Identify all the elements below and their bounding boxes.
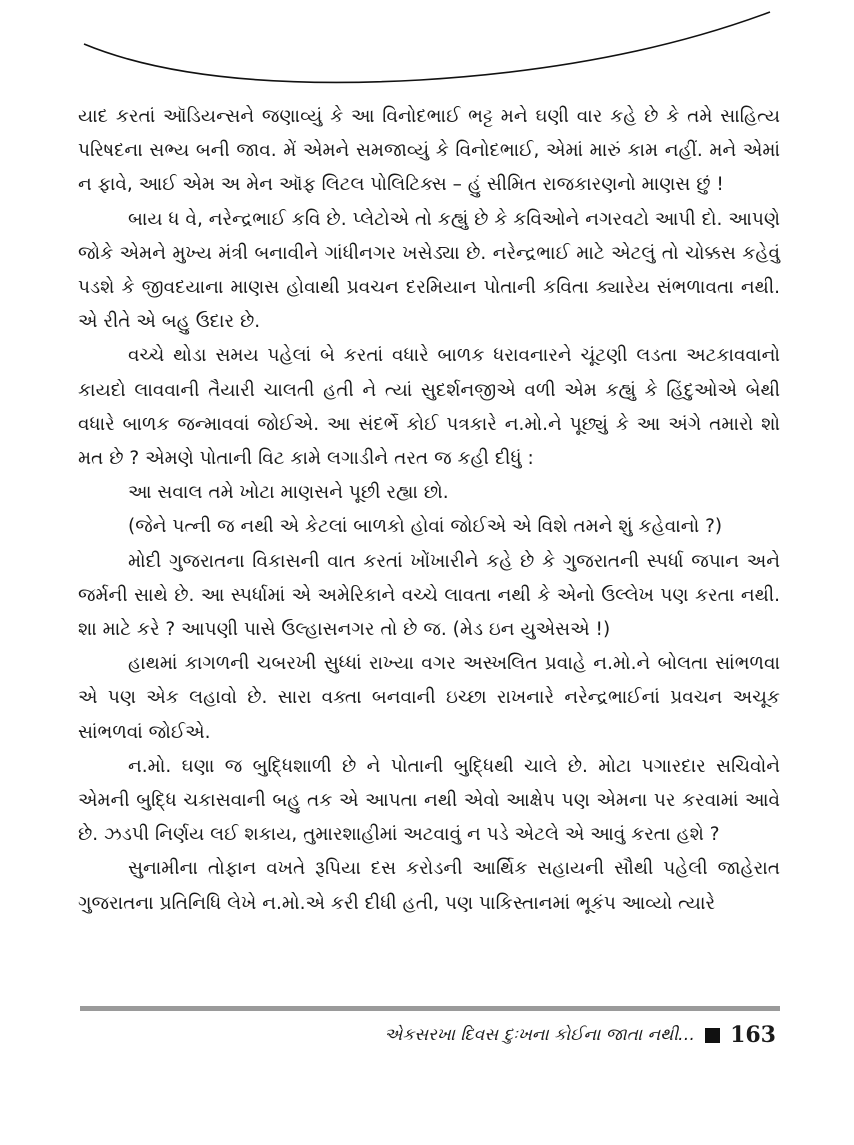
paragraph: મોદી ગુજરાતના વિકાસની વાત કરતાં ખોંખારીને કહે છે કે ગુજરાતની સ્પર્ધા જપાન અને જર્મની સાથે છે. આ સ્પર્ધામાં એ અમેરિકાને વચ્ચે લાવતા નથી કે એનો ઉલ્લેખ પણ કરતા નથી. શા માટે કરે ? આપણી પાસે ઉલ્હાસનગર તો છે જ. (મેડ ઇન યુએસએ !) [78, 550, 780, 641]
page-bottom-rule [80, 1006, 780, 1011]
body-text [78, 100, 780, 921]
square-bullet-icon [705, 1028, 720, 1043]
page-number: 163 [730, 1022, 776, 1048]
paragraph: યાદ કરતાં ઑડિયન્સને જણાવ્યું કે આ વિનોદભાઈ ભટ્ટ મને ઘણી વાર કહે છે કે તમે સાહિત્ય પરિષદના સભ્ય બની જાવ. મેં એમને સમજાવ્યું કે વિનોદભાઈ, એમાં મારું કામ નહીં. મને એમાં ન ફાવે, આઈ એમ અ મેન ઑફ લિટલ પોલિટિક્સ – હું સીમિત રાજકારણનો માણસ છું ! [78, 106, 780, 196]
running-title: એકસરખા દિવસ દુઃખના કોઈના જાતા નથી… [384, 1025, 696, 1045]
paragraph: બાય ધ વે, નરેન્દ્રભાઈ કવિ છે. પ્લેટોએ તો કહ્યું છે કે કવિઓને નગરવટો આપી દો. આપણે જોકે એમને મુખ્ય મંત્રી બનાવીને ગાંધીનગર ખસેડ્યા છે. નરેન્દ્રભાઈ માટે એટલું તો ચોક્કસ કહેવું પડશે કે જીવદયાના માણસ હોવાથી પ્રવચન દરમિયાન પોતાની કવિતા ક્યારેય સંભળાવતા નથી. એ રીતે એ બહુ ઉદાર છે. [78, 208, 780, 333]
paragraph: હાથમાં કાગળની ચબરખી સુધ્ધાં રાખ્યા વગર અસ્ખલિત પ્રવાહે ન.મો.ને બોલતા સાંભળવા એ પણ એક લહાવો છે. સારા વક્તા બનવાની ઇચ્છા રાખનારે નરેન્દ્રભાઈનાં પ્રવચન અચૂક સાંભળવાં જોઈએ. [78, 653, 780, 743]
paragraph: (જેને પત્ની જ નથી એ કેટલાં બાળકો હોવાં જોઈએ એ વિશે તમને શું કહેવાનો ?) [128, 516, 723, 538]
paragraph: વચ્ચે થોડા સમય પહેલાં બે કરતાં વધારે બાળક ધરાવનારને ચૂંટણી લડતા અટકાવવાનો કાયદો લાવવાની તૈયારી ચાલતી હતી ને ત્યાં સુદર્શનજીએ વળી એમ કહ્યું કે હિંદુઓએ બેથી વધારે બાળક જન્માવવાં જોઈએ. આ સંદર્ભે કોઈ પત્રકારે ન.મો.ને પૂછ્યું કે આ અંગે તમારો શો મત છે ? એમણે પોતાની વિટ કામે લગાડીને તરત જ કહી દીધું : [78, 345, 780, 470]
decorative-header-curve [0, 0, 854, 100]
paragraph: આ સવાલ તમે ખોટા માણસને પૂછી રહ્યા છો. [128, 482, 449, 504]
paragraph: ન.મો. ઘણા જ બુદ્ધિશાળી છે ને પોતાની બુદ્ધિથી ચાલે છે. મોટા પગારદાર સચિવોને એમની બુદ્ધિ ચકાસવાની બહુ તક એ આપતા નથી એવો આક્ષેપ પણ એમના પર કરવામાં આવે છે. ઝડપી નિર્ણય લઈ શકાય, તુમારશાહીમાં અટવાવું ન પડે એટલે એ આવું કરતા હશે ? [78, 755, 780, 846]
paragraph: સુનામીના તોફાન વખતે રૂપિયા દસ કરોડની આર્થિક સહાયની સૌથી પહેલી જાહેરાત ગુજરાતના પ્રતિનિધિ લેખે ન.મો.એ કરી દીધી હતી, પણ પાકિસ્તાનમાં ભૂકંપ આવ્યો ત્યારે [78, 858, 780, 914]
page-footer [384, 1022, 776, 1048]
